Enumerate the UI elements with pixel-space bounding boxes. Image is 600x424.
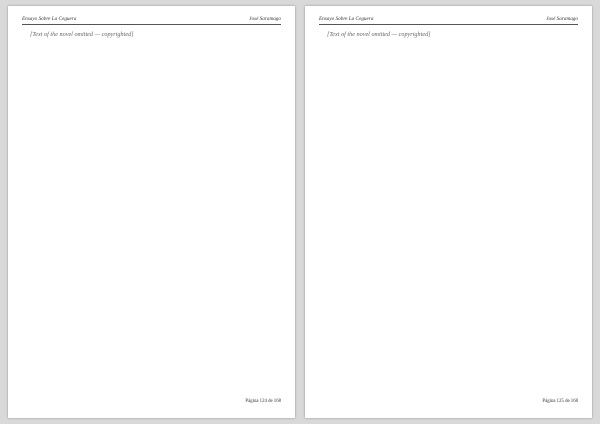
book-title: Ensayo Sobre La Ceguera (22, 16, 77, 22)
book-author: José Saramago (546, 16, 578, 22)
page-number: Página 125 de 168 (542, 399, 578, 404)
page-header (22, 16, 281, 25)
paragraph: [Text of the novel omitted — copyrighted] (327, 31, 431, 38)
right-page (305, 6, 592, 418)
page-header (319, 16, 578, 25)
page-body (22, 31, 281, 395)
page-number: Página 124 de 168 (245, 399, 281, 404)
left-page (8, 6, 295, 418)
book-title: Ensayo Sobre La Ceguera (319, 16, 374, 22)
paragraph: [Text of the novel omitted — copyrighted] (30, 31, 134, 38)
book-author: José Saramago (249, 16, 281, 22)
page-body (319, 31, 578, 395)
